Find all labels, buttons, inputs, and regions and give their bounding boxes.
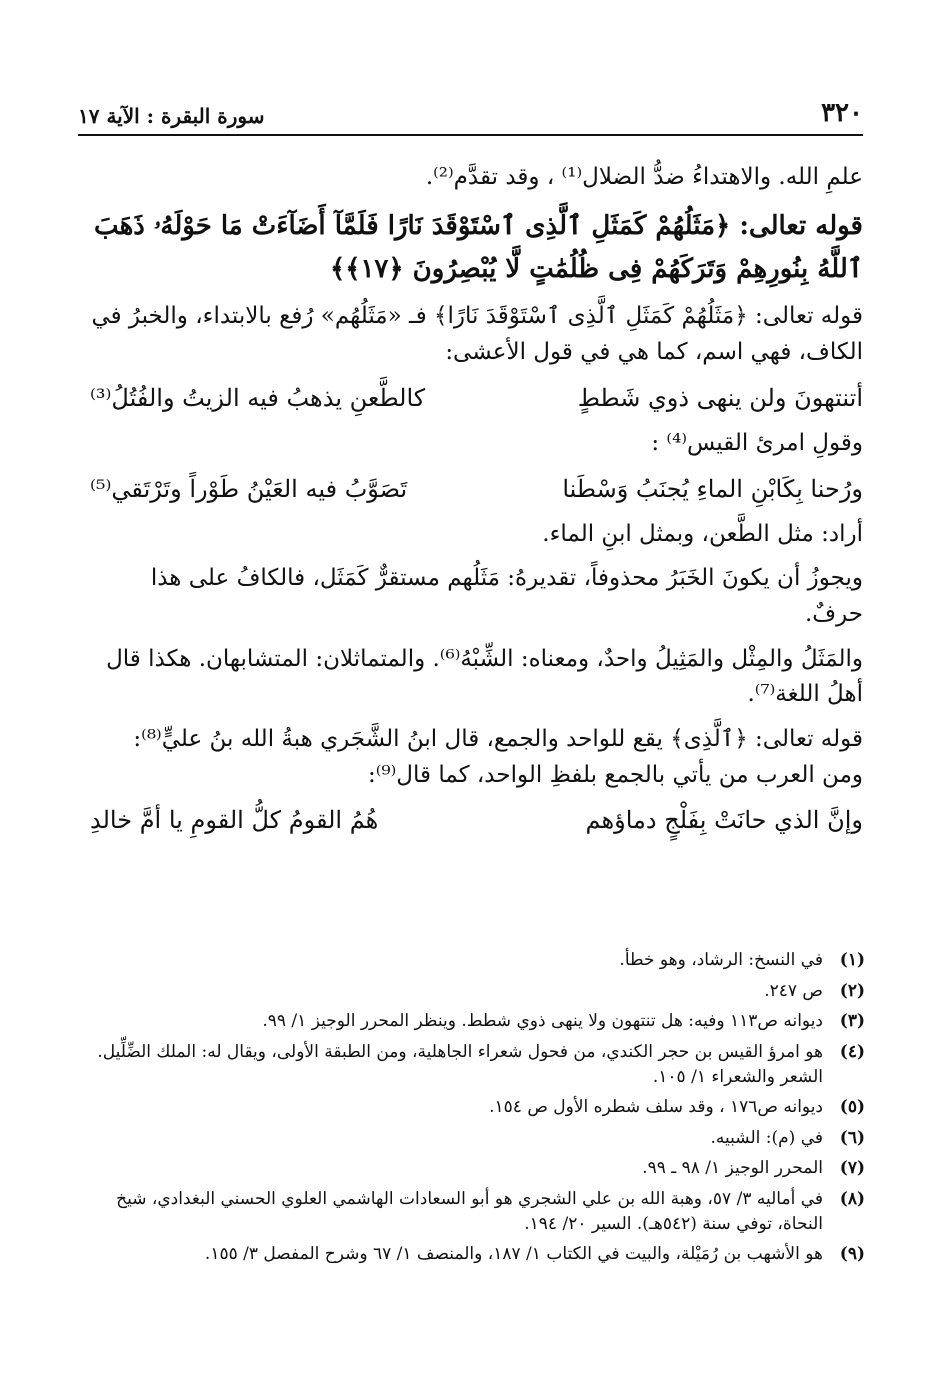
poetry-hemistich-second: كالطَّعنِ يذهبُ فيه الزيتُ والفُتُلُ⁽³⁾ xyxy=(90,383,426,412)
footnote-number: (٩) xyxy=(839,1244,865,1265)
main-text xyxy=(90,160,863,848)
footnotes xyxy=(88,948,865,1273)
footnote xyxy=(88,1040,865,1089)
quran-verse: قوله تعالى: ﴿مَثَلُهُمْ كَمَثَلِ ٱلَّذِى ٱسْتَوْقَدَ نَارًا فَلَمَّآ أَضَآءَتْ مَا حَوْلَهُۥ ذَهَبَ ٱللَّهُ بِنُورِهِمْ وَتَرَكَهُمْ فِى ظُلُمَٰتٍ لَّا يُبْصِرُونَ ﴿١٧﴾﴾ xyxy=(94,210,863,284)
footnote-number: (١) xyxy=(839,950,865,970)
paragraph: أراد: مثل الطَّعن، وبمثل ابنِ الماء. xyxy=(542,520,863,547)
page-header xyxy=(78,92,863,136)
paragraph: وقولِ امرئ القيس⁽⁴⁾ : xyxy=(651,429,863,456)
footnote-number: (٢) xyxy=(839,980,865,1001)
footnote-number: (٣) xyxy=(839,1011,865,1032)
paragraph: ويجوزُ أن يكونَ الخَبَرُ محذوفاً، تقديرهُ: مَثَلُهم مستقرٌّ كَمَثَل، فالكافُ على هذا حرفٌ. xyxy=(150,565,863,627)
paragraph: قوله تعالى: ﴿ٱلَّذِى﴾ يقع للواحد والجمع، قال ابنُ الشَّجَري هبةُ الله بنُ عليٍّ⁽⁸⁾: ومن العرب من يأتي بالجمع بلفظِ الواحد، كما قال⁽⁹⁾: xyxy=(133,725,863,788)
footnote-number: (٧) xyxy=(839,1158,865,1179)
paragraph: والمَثَلُ والمِثْل والمَثِيلُ واحدٌ، ومعناه: الشِّبْهُ⁽⁶⁾. والمتماثلان: المتشابهان. هكذا قال أهلُ اللغة⁽⁷⁾. xyxy=(106,645,863,708)
footnote-text: في أماليه ٣/ ٥٧، وهبة الله بن علي الشجري هو أبو السعادات الهاشمي العلوي الحسني البغدادي، شيخ النحاة، توفي سنة (٥٤٢هـ). السير ٢٠/ ١٩٤. xyxy=(116,1189,823,1234)
footnote-number: (٦) xyxy=(839,1127,865,1148)
footnote-text: المحرر الوجيز ١/ ٩٨ ـ ٩٩. xyxy=(642,1158,823,1179)
surah-title: سورة البقرة : الآية ١٧ xyxy=(78,104,265,128)
footnote-number: (٥) xyxy=(839,1097,865,1118)
poetry-line xyxy=(90,471,863,508)
poetry-hemistich-first: وإنَّ الذي حانَتْ بِفَلْجٍ دماؤهم xyxy=(585,806,863,835)
footnote xyxy=(88,1009,865,1034)
footnote-text: هو الأشهب بن رُمَيْلة، والبيت في الكتاب ١/ ١٨٧، والمنصف ١/ ٦٧ وشرح المفصل ٣/ ١٥٥. xyxy=(204,1244,823,1265)
paragraph: علمِ الله. والاهتداءُ ضدُّ الضلال⁽¹⁾ ، وقد تقدَّم⁽²⁾. xyxy=(425,164,863,190)
footnote-text: في (م): الشبيه. xyxy=(710,1127,823,1148)
page-number: ٣٢٠ xyxy=(821,98,863,128)
poetry-hemistich-second: هُمُ القومُ كلُّ القومِ يا أمَّ خالدِ xyxy=(90,806,379,835)
footnote-text: هو امرؤ القيس بن حجر الكندي، من فحول شعراء الجاهلية، ومن الطبقة الأولى، ويقال له: الملك الضِّلِّيل. الشعر والشعراء ١/ ١٠٥. xyxy=(97,1041,823,1087)
poetry-hemistich-first: ورُحنا بِكَابْنِ الماءِ يُجنَبُ وَسْطَنا xyxy=(562,474,863,503)
paragraph: قوله تعالى: ﴿مَثَلُهُمْ كَمَثَلِ ٱلَّذِى ٱسْتَوْقَدَ نَارًا﴾ فـ «مَثَلُهُم» رُفع بالابتداء، والخبرُ في الكاف، فهي اسم، كما هي في قول الأعشى: xyxy=(91,303,863,366)
footnote xyxy=(88,1242,865,1267)
footnote-text: ديوانه ص١١٣ وفيه: هل تنتهون ولا ينهى ذوي شطط. وينظر المحرر الوجيز ١/ ٩٩. xyxy=(262,1011,823,1032)
poetry-line xyxy=(90,380,863,417)
footnote xyxy=(88,948,865,973)
footnote xyxy=(88,1095,865,1120)
footnote-text: في النسخ: الرشاد، وهو خطأ. xyxy=(619,950,823,970)
footnote-text: ص ٢٤٧. xyxy=(764,980,823,1001)
footnote-text: ديوانه ص١٧٦ ، وقد سلف شطره الأول ص ١٥٤. xyxy=(489,1097,823,1118)
footnote-number: (٤) xyxy=(839,1041,865,1062)
footnote xyxy=(88,1126,865,1151)
footnote-number: (٨) xyxy=(839,1189,865,1210)
poetry-line xyxy=(90,802,863,839)
footnote xyxy=(88,1156,865,1181)
footnote xyxy=(88,979,865,1004)
poetry-hemistich-first: أتنتهونَ ولن ينهى ذوي شَططٍ xyxy=(577,383,863,412)
poetry-hemistich-second: تَصَوَّبُ فيه العَيْنُ طَوْراً وتَرْتَقي⁽⁵⁾ xyxy=(90,474,408,503)
footnote xyxy=(88,1187,865,1236)
